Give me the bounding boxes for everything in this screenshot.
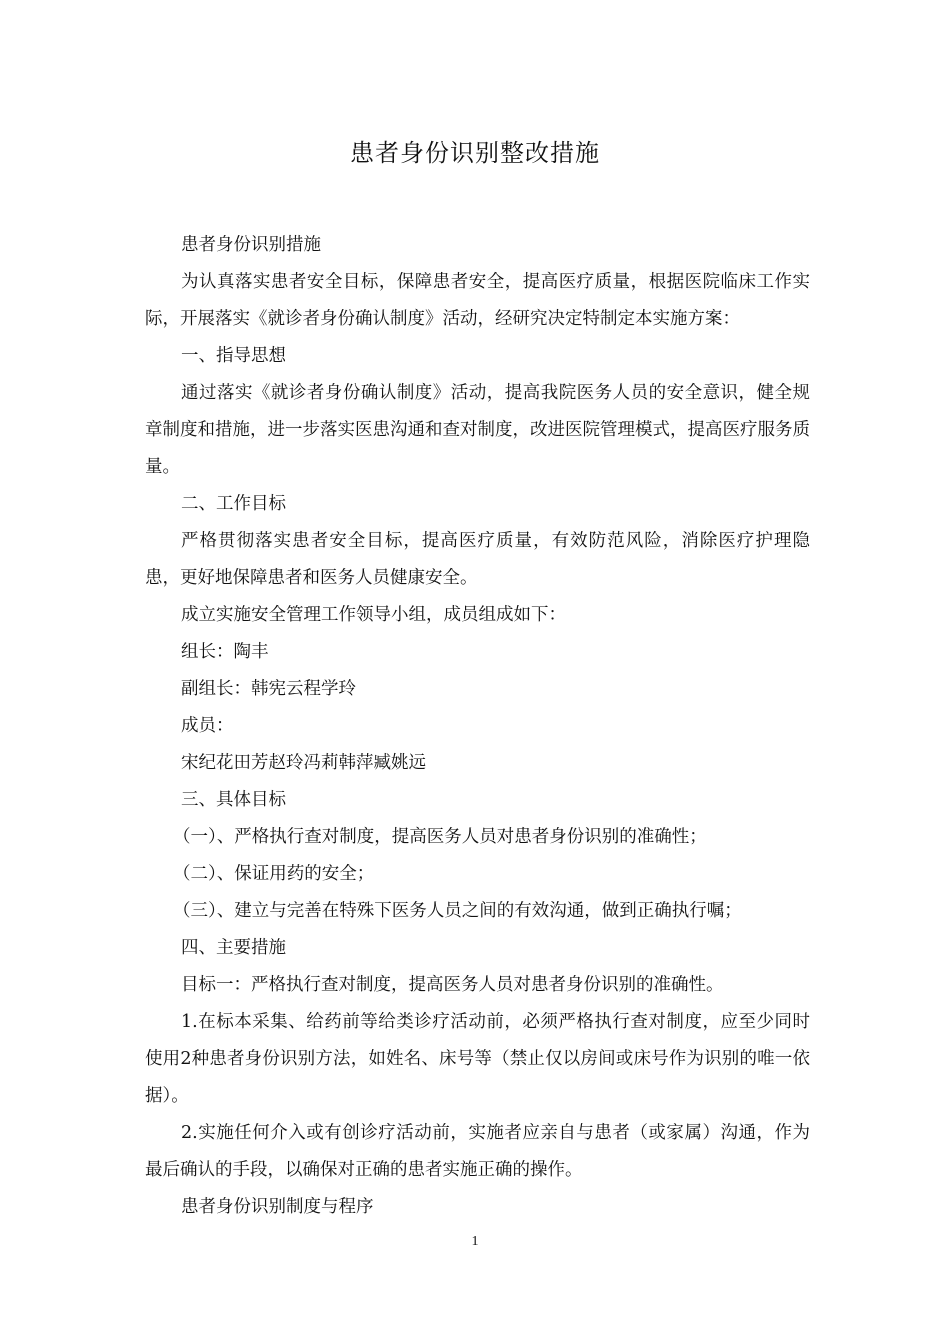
paragraph: 患者身份识别制度与程序 bbox=[181, 1197, 374, 1217]
paragraph: 成立实施安全管理工作领导小组，成员组成如下： bbox=[181, 605, 566, 625]
paragraph: 为认真落实患者安全目标，保障患者安全，提高医疗质量，根据医院临床工作实际，开展落实《就诊者身份确认制度》活动，经研究决定特制定本实施方案： bbox=[145, 272, 810, 329]
paragraph: 1.在标本采集、给药前等给类诊疗活动前，必须严格执行查对制度，应至少同时使用2种患者身份识别方法，如姓名、床号等（禁止仅以房间或床号作为识别的唯一依据）。 bbox=[145, 1012, 810, 1106]
section-heading: 二、工作目标 bbox=[181, 494, 286, 514]
paragraph: 成员： bbox=[181, 716, 234, 736]
list-item: （二）、保证用药的安全； bbox=[173, 864, 375, 884]
paragraph: 患者身份识别措施 bbox=[181, 235, 321, 255]
paragraph: 副组长：韩宪云程学玲 bbox=[181, 679, 356, 699]
paragraph: 通过落实《就诊者身份确认制度》活动，提高我院医务人员的安全意识，健全规章制度和措施，进一步落实医患沟通和查对制度，改进医院管理模式，提高医疗服务质量。 bbox=[145, 383, 810, 477]
document-body bbox=[145, 227, 810, 1226]
section-heading: 三、具体目标 bbox=[181, 790, 286, 810]
paragraph: 目标一：严格执行查对制度，提高医务人员对患者身份识别的准确性。 bbox=[181, 975, 724, 995]
section-heading: 四、主要措施 bbox=[181, 938, 286, 958]
section-heading: 一、指导思想 bbox=[181, 346, 286, 366]
page-number: 1 bbox=[471, 1234, 479, 1249]
list-item: （三）、建立与完善在特殊下医务人员之间的有效沟通，做到正确执行嘱； bbox=[173, 901, 742, 921]
paragraph: 严格贯彻落实患者安全目标，提高医疗质量，有效防范风险，消除医疗护理隐患，更好地保障患者和医务人员健康安全。 bbox=[145, 531, 810, 588]
paragraph: 组长：陶丰 bbox=[181, 642, 269, 662]
paragraph: 2.实施任何介入或有创诊疗活动前，实施者应亲自与患者（或家属）沟通，作为最后确认的手段，以确保对正确的患者实施正确的操作。 bbox=[145, 1123, 810, 1180]
list-item: （一）、严格执行查对制度，提高医务人员对患者身份识别的准确性； bbox=[173, 827, 707, 847]
document-title: 患者身份识别整改措施 bbox=[350, 139, 600, 167]
paragraph: 宋纪花田芳赵玲冯莉韩萍臧姚远 bbox=[181, 753, 426, 773]
